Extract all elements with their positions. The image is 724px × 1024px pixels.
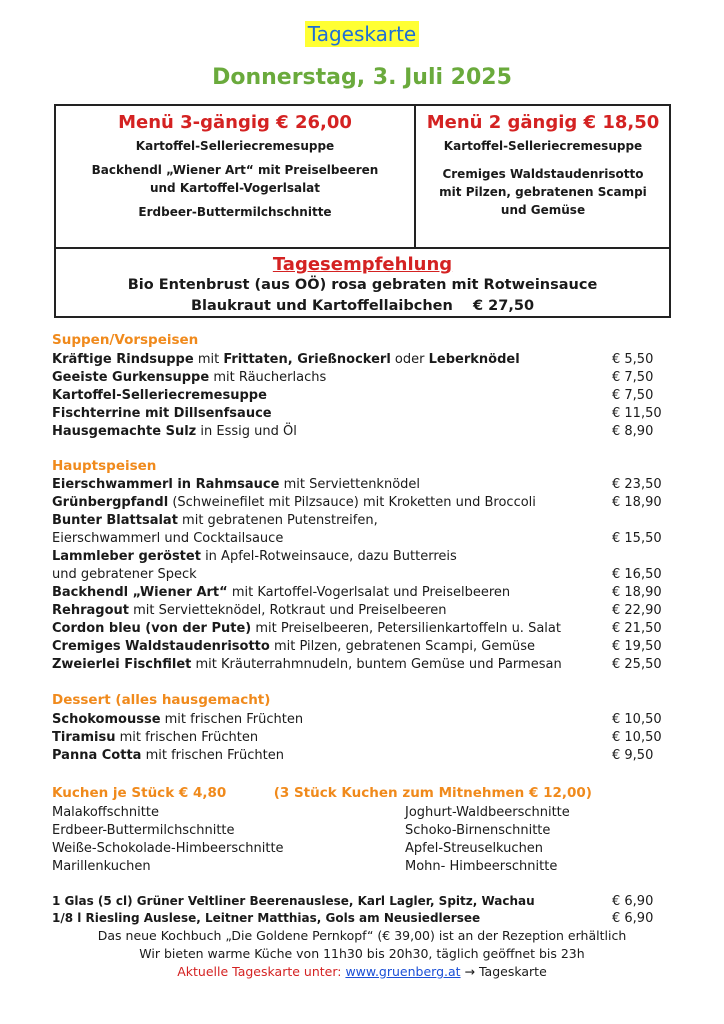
suppe-row <box>52 351 672 369</box>
hauptspeise-name <box>52 638 535 656</box>
kuchen-item: Weiße-Schokolade-Himbeerschnitte <box>52 841 284 856</box>
menu-2-heading: Menü 2 gängig € 18,50 <box>426 112 660 133</box>
menu-3-line: Kartoffel-Selleriecremesuppe <box>135 139 335 153</box>
suppe-price: € 8,90 <box>612 424 654 439</box>
hauptspeise-row <box>52 530 672 548</box>
dish-text-part: Geeiste Gurkensuppe <box>52 370 210 385</box>
dish-text-part: Frittaten, Grießnockerl <box>223 352 391 367</box>
hauptspeise-row <box>52 494 672 512</box>
wine-name: 1 Glas (5 cl) Grüner Veltliner Beerenauslese, Karl Lagler, Spitz, Wachau <box>52 894 535 908</box>
suppe-name <box>52 387 267 405</box>
kuchen-item: Joghurt-Waldbeerschnitte <box>405 805 570 820</box>
hauptspeise-name <box>52 602 446 620</box>
hauptspeise-price: € 18,90 <box>612 585 662 600</box>
footer-link-prefix: Aktuelle Tageskarte unter: <box>177 964 346 979</box>
dish-text-part: mit Serviettenknödel <box>279 477 421 492</box>
hauptspeise-name <box>52 476 420 494</box>
suppe-price: € 11,50 <box>612 406 662 421</box>
dessert-row <box>52 747 672 765</box>
dish-text-part: mit <box>193 352 224 367</box>
kuchen-heading-takeaway: (3 Stück Kuchen zum Mitnehmen € 12,00) <box>273 785 592 801</box>
wine-row <box>52 910 672 927</box>
menu-divider-vertical <box>414 104 416 249</box>
menu-3-course <box>58 112 412 221</box>
dish-text-part: mit frischen Früchten <box>115 730 259 745</box>
dish-text-part: Kräftige Rindsuppe <box>52 352 194 367</box>
menu-2-line: und Gemüse <box>500 203 586 217</box>
date-heading: Donnerstag, 3. Juli 2025 <box>212 65 512 90</box>
hauptspeise-name <box>52 512 378 530</box>
hauptspeise-name <box>52 548 457 566</box>
dish-text-part: Lammleber geröstet <box>52 549 201 564</box>
hauptspeise-row <box>52 548 672 566</box>
hauptspeise-price: € 18,90 <box>612 495 662 510</box>
dish-text-part: Cordon bleu (von der Pute) <box>52 621 252 636</box>
menu-divider-horizontal <box>54 247 671 249</box>
hauptspeise-row <box>52 638 672 656</box>
hauptspeise-price: € 15,50 <box>612 531 662 546</box>
kuchen-item: Malakoffschnitte <box>52 805 159 820</box>
hauptspeise-name <box>52 494 536 512</box>
dessert-name <box>52 747 284 765</box>
dish-text-part: Eierschwammerl in Rahmsauce <box>52 477 280 492</box>
title-wrap <box>0 22 724 46</box>
section-heading-suppen: Suppen/Vorspeisen <box>52 332 199 348</box>
dish-text-part: mit Räucherlachs <box>209 370 327 385</box>
wine-price: € 6,90 <box>612 911 654 926</box>
hauptspeise-row <box>52 620 672 638</box>
dessert-name <box>52 711 303 729</box>
kuchen-item: Mohn- Himbeerschnitte <box>405 859 558 874</box>
dish-text-part: Eierschwammerl und Cocktailsauce <box>52 531 284 546</box>
kuchen-item: Erdbeer-Buttermilchschnitte <box>52 823 235 838</box>
dish-text-part: mit frischen Früchten <box>160 712 304 727</box>
dish-text-part: Backhendl „Wiener Art“ <box>52 585 228 600</box>
wine-price: € 6,90 <box>612 894 654 909</box>
hauptspeise-name <box>52 530 283 548</box>
dish-text-part: in Essig und Öl <box>196 424 297 439</box>
dish-text-part: mit Kartoffel-Vogerlsalat und Preiselbeeren <box>227 585 511 600</box>
kuchen-heading <box>52 785 592 801</box>
hauptspeise-row <box>52 584 672 602</box>
footer-hours: Wir bieten warme Küche von 11h30 bis 20h30, täglich geöffnet bis 23h <box>139 946 585 961</box>
dish-text-part: Fischterrine mit Dillsenfsauce <box>52 406 272 421</box>
hauptspeise-name <box>52 566 197 584</box>
dish-text-part: Bunter Blattsalat <box>52 513 178 528</box>
hauptspeise-row <box>52 566 672 584</box>
kuchen-item: Schoko-Birnenschnitte <box>405 823 551 838</box>
hauptspeise-row <box>52 476 672 494</box>
dish-text-part: Rehragout <box>52 603 129 618</box>
suppe-price: € 7,50 <box>612 388 654 403</box>
kuchen-heading-price: Kuchen je Stück € 4,80 <box>52 785 227 801</box>
dessert-row <box>52 711 672 729</box>
dish-text-part: mit frischen Früchten <box>141 748 284 763</box>
dish-text-part: Cremiges Waldstaudenrisotto <box>52 639 270 654</box>
menu-3-line: Backhendl „Wiener Art“ mit Preiselbeeren <box>91 163 379 177</box>
dish-text-part: Hausgemachte Sulz <box>52 424 197 439</box>
section-heading-dessert: Dessert (alles hausgemacht) <box>52 692 271 708</box>
kuchen-item: Marillenkuchen <box>52 859 151 874</box>
footer-link-line <box>0 963 724 980</box>
hauptspeise-price: € 21,50 <box>612 621 662 636</box>
dish-text-part: in Apfel-Rotweinsauce, dazu Butterreis <box>200 549 457 564</box>
hauptspeise-row <box>52 656 672 674</box>
wine-name: 1/8 l Riesling Auslese, Leitner Matthias, Gols am Neusiedlersee <box>52 911 481 925</box>
dessert-price: € 9,50 <box>612 748 654 763</box>
arrow-right-icon: → <box>460 964 479 979</box>
website-link[interactable]: www.gruenberg.at <box>345 964 461 979</box>
tagesempfehlung-price: € 27,50 <box>473 298 535 314</box>
hauptspeise-price: € 19,50 <box>612 639 662 654</box>
tagesempfehlung-heading: Tagesempfehlung <box>272 254 453 275</box>
suppe-name <box>52 369 326 387</box>
menu-3-line: Erdbeer-Buttermilchschnitte <box>138 205 332 219</box>
dessert-name <box>52 729 258 747</box>
dish-text-part: (Schweinefilet mit Pilzsauce) mit Kroketten und Broccoli <box>168 495 536 510</box>
footer-link-suffix: Tageskarte <box>478 964 547 979</box>
dish-text-part: Kartoffel-Selleriecremesuppe <box>52 388 267 403</box>
kuchen-item: Apfel-Streuselkuchen <box>405 841 544 856</box>
menu-3-heading: Menü 3-gängig € 26,00 <box>118 112 352 133</box>
dish-text-part: mit Servietteknödel, Rotkraut und Preiselbeeren <box>128 603 447 618</box>
suppe-price: € 5,50 <box>612 352 654 367</box>
footer-cookbook: Das neue Kochbuch „Die Goldene Pernkopf“ (€ 39,00) ist an der Rezeption erhältlich <box>97 928 627 943</box>
dish-text-part: Zweierlei Fischfilet <box>52 657 192 672</box>
suppe-price: € 7,50 <box>612 370 654 385</box>
dish-text-part: mit Pilzen, gebratenen Scampi, Gemüse <box>269 639 535 654</box>
tagesempfehlung <box>56 254 669 317</box>
hauptspeise-row <box>52 602 672 620</box>
suppe-row <box>52 405 672 423</box>
tagesempfehlung-line-2: Blaukraut und Kartoffellaibchen <box>190 298 453 314</box>
suppe-name <box>52 405 272 423</box>
dessert-price: € 10,50 <box>612 712 662 727</box>
dish-text-part: Panna Cotta <box>52 748 142 763</box>
tagesempfehlung-line <box>56 296 669 317</box>
hauptspeise-price: € 16,50 <box>612 567 662 582</box>
hauptspeise-row <box>52 512 672 530</box>
section-heading-haupt: Hauptspeisen <box>52 458 157 474</box>
suppe-row <box>52 369 672 387</box>
suppe-row <box>52 387 672 405</box>
hauptspeise-price: € 23,50 <box>612 477 662 492</box>
menu-3-line: und Kartoffel-Vogerlsalat <box>149 181 321 195</box>
suppe-name <box>52 423 297 441</box>
hauptspeise-price: € 25,50 <box>612 657 662 672</box>
menu-2-course <box>418 112 668 219</box>
dish-text-part: und gebratener Speck <box>52 567 197 582</box>
dessert-price: € 10,50 <box>612 730 662 745</box>
dish-text-part: mit Preiselbeeren, Petersilienkartoffeln u. Salat <box>251 621 561 636</box>
tagesempfehlung-line: Bio Entenbrust (aus OÖ) rosa gebraten mit Rotweinsauce <box>127 277 598 293</box>
menu-2-line: mit Pilzen, gebratenen Scampi <box>439 185 647 199</box>
dessert-row <box>52 729 672 747</box>
menu-2-line: Cremiges Waldstaudenrisotto <box>442 167 644 181</box>
hauptspeise-price: € 22,90 <box>612 603 662 618</box>
hauptspeise-name <box>52 656 562 674</box>
dish-text-part: Grünbergpfandl <box>52 495 169 510</box>
suppe-row <box>52 423 672 441</box>
dish-text-part: Leberknödel <box>428 352 520 367</box>
dish-text-part: mit gebratenen Putenstreifen, <box>177 513 378 528</box>
menu-2-line: Kartoffel-Selleriecremesuppe <box>443 139 643 153</box>
hauptspeise-name <box>52 620 561 638</box>
suppe-name <box>52 351 520 369</box>
dish-text-part: Schokomousse <box>52 712 161 727</box>
wine-row <box>52 893 672 910</box>
page-title: Tageskarte <box>305 21 419 47</box>
dish-text-part: oder <box>390 352 429 367</box>
dish-text-part: mit Kräuterrahmnudeln, buntem Gemüse und Parmesan <box>191 657 562 672</box>
hauptspeise-name <box>52 584 510 602</box>
dish-text-part: Tiramisu <box>52 730 116 745</box>
